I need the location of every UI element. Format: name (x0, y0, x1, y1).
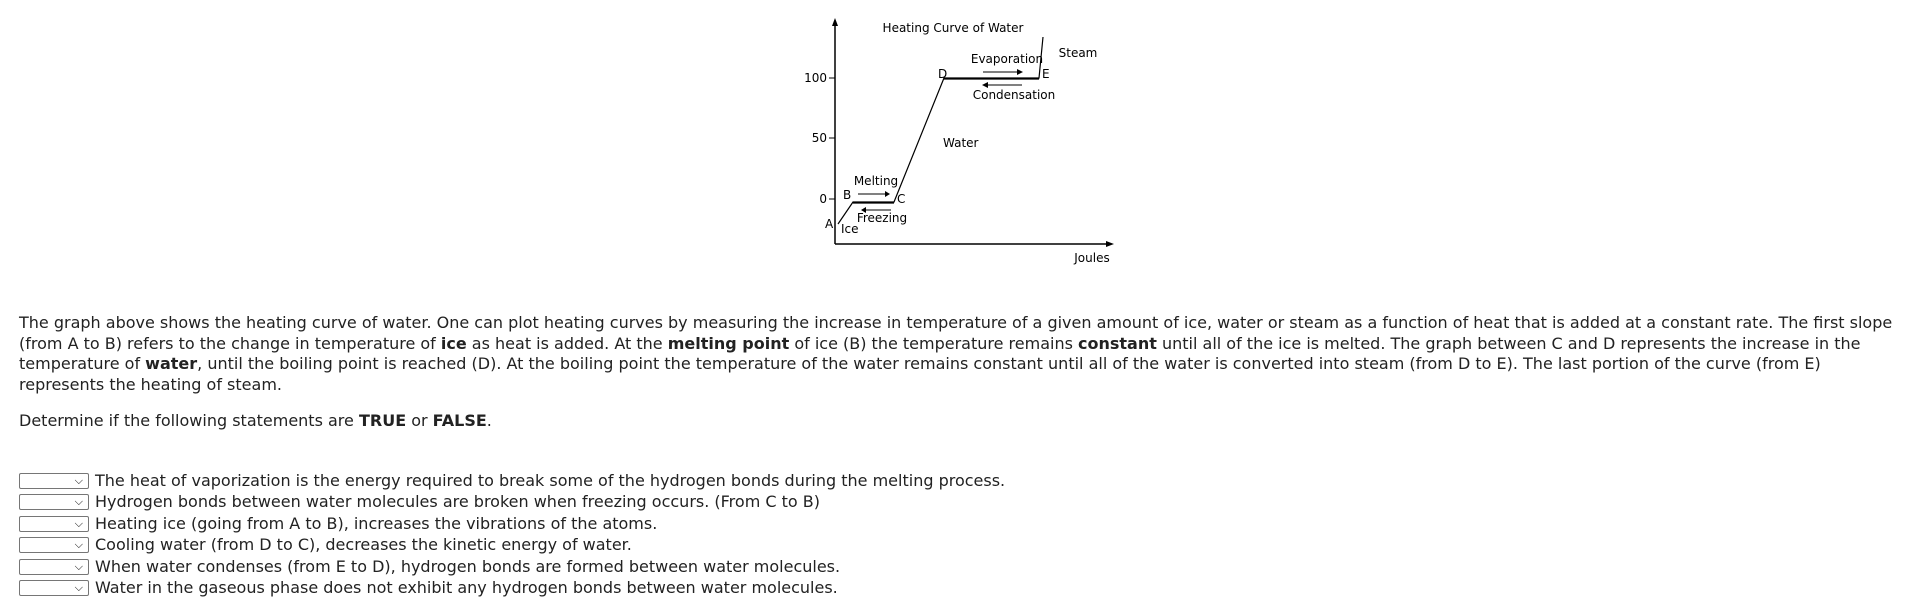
ice-label: Ice (841, 222, 859, 236)
point-e-label: E (1042, 67, 1050, 81)
intro-paragraph (19, 313, 1904, 395)
point-d-label: D (938, 67, 948, 81)
point-b-label: B (843, 188, 852, 202)
y-tick-label-100: 100 (804, 71, 827, 85)
intro-text-4: until all of the ice is melted. The graph between C and D represents the increase in the temperature of (19, 333, 1861, 373)
statement-row (19, 470, 1005, 492)
intro-text-1: The graph above shows the heating curve of water. One can plot heating curves by measuring the increase in temperature of a given amount of ice, water or steam as a function of heat that is added at a constant rate. The first slope (from A to B) refers to the change in temperature of (19, 313, 1893, 353)
point-c-label: C (897, 192, 906, 206)
evaporation-arrow-head (1017, 69, 1023, 75)
y-axis-arrow (832, 18, 838, 26)
statement-text: When water condenses (from E to D), hydrogen bonds are formed between water molecules. (95, 556, 841, 576)
intro-text-2: as heat is added. At the (466, 333, 668, 353)
instruction-bold-true: TRUE (358, 411, 407, 430)
intro-text-3: of ice (B) the temperature remains (789, 333, 1079, 353)
chevron-down-icon: ⌵ (74, 516, 83, 530)
y-tick-label-0: 0 (819, 192, 827, 206)
true-false-select[interactable] (19, 580, 89, 596)
intro-bold-constant: constant (1078, 333, 1157, 353)
intro-bold-ice: ice (440, 333, 467, 353)
instruction-text-3: . (486, 411, 492, 430)
statement-row (19, 556, 1005, 578)
x-axis-arrow (1106, 241, 1114, 247)
condensation-label: Condensation (972, 88, 1056, 102)
statement-list (19, 470, 1005, 599)
true-false-select[interactable] (19, 537, 89, 553)
chevron-down-icon: ⌵ (74, 559, 83, 573)
instruction-text (19, 411, 1904, 432)
graph-title: Heating Curve of Water (882, 21, 1024, 35)
instruction-text-2: or (406, 411, 433, 430)
evaporation-label: Evaporation (970, 52, 1044, 66)
statement-text: Heating ice (going from A to B), increases the vibrations of the atoms. (95, 513, 658, 533)
statement-text: Hydrogen bonds between water molecules are broken when freezing occurs. (From C to B) (95, 492, 820, 512)
chevron-down-icon: ⌵ (74, 581, 83, 595)
statement-row (19, 492, 1005, 514)
statement-row (19, 535, 1005, 557)
chevron-down-icon: ⌵ (74, 538, 83, 552)
intro-text-5: , until the boiling point is reached (D). At the boiling point the temperature of the water remains constant until all of the water is converted into steam (from D to E). The last portion of the curve (from E) represents the heating of steam. (19, 354, 1821, 394)
true-false-select[interactable] (19, 559, 89, 575)
melting-arrow-head (885, 191, 890, 197)
steam-label: Steam (1058, 46, 1098, 60)
statement-text: Cooling water (from D to C), decreases the kinetic energy of water. (95, 535, 632, 555)
statement-row (19, 578, 1005, 599)
instruction-bold-false: FALSE (432, 411, 487, 430)
x-axis-label: Joules (1074, 251, 1110, 265)
true-false-select[interactable] (19, 473, 89, 489)
y-tick-label-50: 50 (811, 131, 827, 145)
statement-text: Water in the gaseous phase does not exhibit any hydrogen bonds between water molecules. (95, 578, 838, 598)
intro-bold-water: water (145, 354, 198, 373)
melting-label: Melting (853, 174, 899, 188)
point-a-label: A (825, 217, 834, 231)
chevron-down-icon: ⌵ (74, 473, 83, 487)
true-false-select[interactable] (19, 494, 89, 510)
true-false-select[interactable] (19, 516, 89, 532)
statement-row (19, 513, 1005, 535)
instruction-text-1: Determine if the following statements are (19, 411, 359, 430)
statement-text: The heat of vaporization is the energy required to break some of the hydrogen bonds during the melting process. (95, 470, 1006, 490)
heating-curve-graph (795, 12, 1130, 272)
water-label: Water (943, 136, 979, 150)
freezing-label: Freezing (856, 211, 908, 225)
intro-bold-melting-point: melting point (667, 333, 790, 353)
chevron-down-icon: ⌵ (74, 495, 83, 509)
